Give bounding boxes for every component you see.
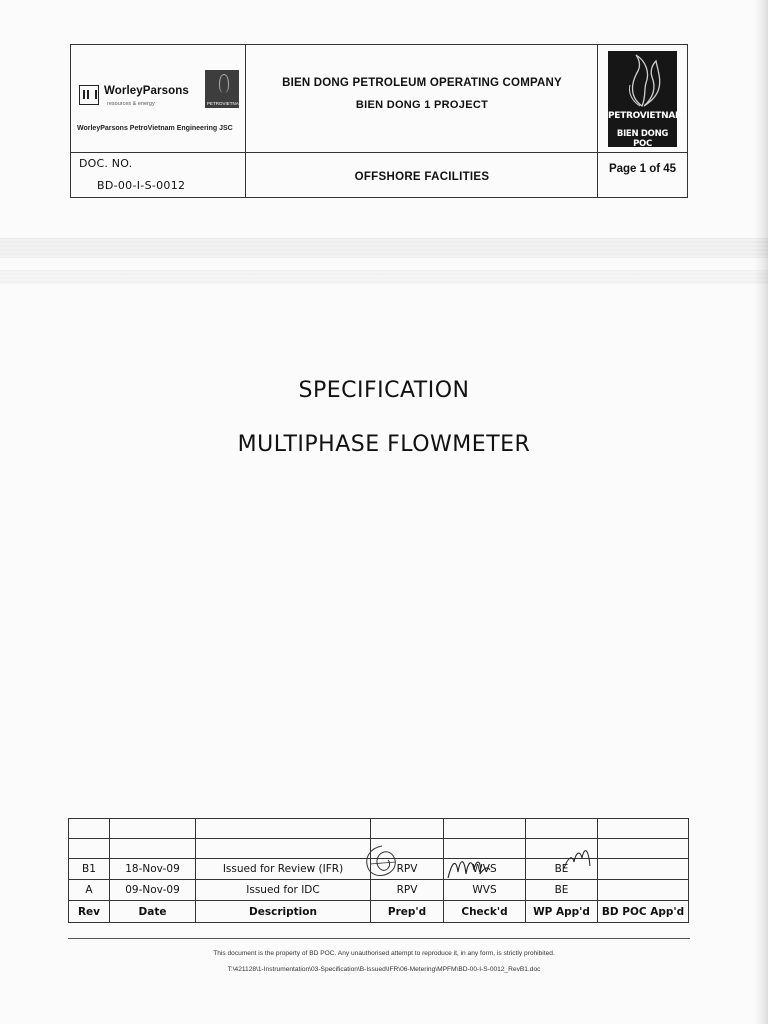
- prepared-cell: RPV: [371, 880, 444, 901]
- checked-cell: WVS: [444, 880, 526, 901]
- petrovietnam-label: PETROVIETNAM: [608, 111, 684, 121]
- table-cell: [196, 839, 371, 859]
- wp-approved-cell: BE: [526, 859, 598, 880]
- worleyparsons-logo-icon: [79, 85, 99, 105]
- company-name: BIEN DONG PETROLEUM OPERATING COMPANY: [282, 77, 562, 89]
- footer-file-path: T:\421128\1-Instrumentation\03-Specification\B-Issued\IFR\06-Metering\MPFM\BD-00-I-S-0012_RevB1.doc: [227, 966, 541, 973]
- flame-logo-icon: [608, 51, 677, 111]
- document-title-line2: MULTIPHASE FLOWMETER: [237, 432, 531, 457]
- worleyparsons-brand: WorleyParsons: [104, 85, 189, 97]
- table-cell: [110, 839, 196, 859]
- project-name: BIEN DONG 1 PROJECT: [355, 99, 489, 111]
- revision-row: [69, 880, 689, 901]
- table-cell: [196, 819, 371, 839]
- table-cell: [598, 839, 689, 859]
- worleyparsons-logo-cell: [71, 45, 246, 153]
- bien-dong-poc-logo: [608, 51, 684, 149]
- poc-approved-cell: [598, 880, 689, 901]
- column-header: Prep'd: [371, 901, 444, 923]
- worleyparsons-tagline: resources & energy: [107, 101, 155, 107]
- table-cell: [526, 839, 598, 859]
- column-header: WP App'd: [526, 901, 598, 923]
- doc-number-label: DOC. NO.: [79, 157, 133, 170]
- company-title-cell: [246, 45, 598, 153]
- table-cell: [526, 819, 598, 839]
- area-name: OFFSHORE FACILITIES: [354, 171, 490, 183]
- poc-approved-cell: [598, 859, 689, 880]
- doc-number-value: BD-00-I-S-0012: [97, 179, 186, 192]
- bien-dong-poc-label: BIEN DONG POC: [616, 129, 669, 149]
- table-cell: [444, 839, 526, 859]
- client-logo-cell: [598, 45, 687, 153]
- doc-number-cell: [71, 153, 246, 197]
- petrovietnam-mini-logo: [205, 70, 243, 108]
- page-number-cell: [598, 153, 687, 197]
- table-cell: [371, 839, 444, 859]
- description-cell: Issued for Review (IFR): [196, 859, 371, 880]
- checked-cell: WVS: [444, 859, 526, 880]
- scan-artifact-band: [0, 238, 768, 258]
- rev-cell: A: [69, 880, 110, 901]
- revision-header-row: [69, 901, 689, 923]
- petrovietnam-mini-label: PETROVIETNAM: [207, 101, 243, 106]
- document-title-line1: SPECIFICATION: [298, 378, 470, 403]
- area-cell: [246, 153, 598, 197]
- date-cell: 09-Nov-09: [110, 880, 196, 901]
- footer-divider: [68, 938, 690, 939]
- description-cell: Issued for IDC: [196, 880, 371, 901]
- column-header: Date: [110, 901, 196, 923]
- revision-table: [68, 818, 689, 923]
- table-cell: [69, 839, 110, 859]
- page-number: Page 1 of 45: [608, 163, 677, 175]
- wp-approved-cell: BE: [526, 880, 598, 901]
- footer-notice: This document is the property of BD POC. Any unauthorised attempt to reproduce it, in any form, is strictly prohibited.: [213, 950, 555, 957]
- column-header: Description: [196, 901, 371, 923]
- revision-row-empty: [69, 819, 689, 839]
- document-header-table: [70, 44, 688, 198]
- date-cell: 18-Nov-09: [110, 859, 196, 880]
- joint-company-name: WorleyParsons PetroVietnam Engineering JSC: [77, 125, 233, 132]
- table-cell: [371, 819, 444, 839]
- page-edge-shadow: [754, 0, 768, 1024]
- column-header: Rev: [69, 901, 110, 923]
- table-cell: [444, 819, 526, 839]
- revision-row: [69, 859, 689, 880]
- prepared-cell: RPV: [371, 859, 444, 880]
- table-cell: [598, 819, 689, 839]
- revision-row-empty: [69, 839, 689, 859]
- table-cell: [110, 819, 196, 839]
- flame-icon: [219, 74, 229, 93]
- rev-cell: B1: [69, 859, 110, 880]
- scan-artifact-band: [0, 270, 768, 284]
- column-header: Check'd: [444, 901, 526, 923]
- column-header: BD POC App'd: [598, 901, 689, 923]
- table-cell: [69, 819, 110, 839]
